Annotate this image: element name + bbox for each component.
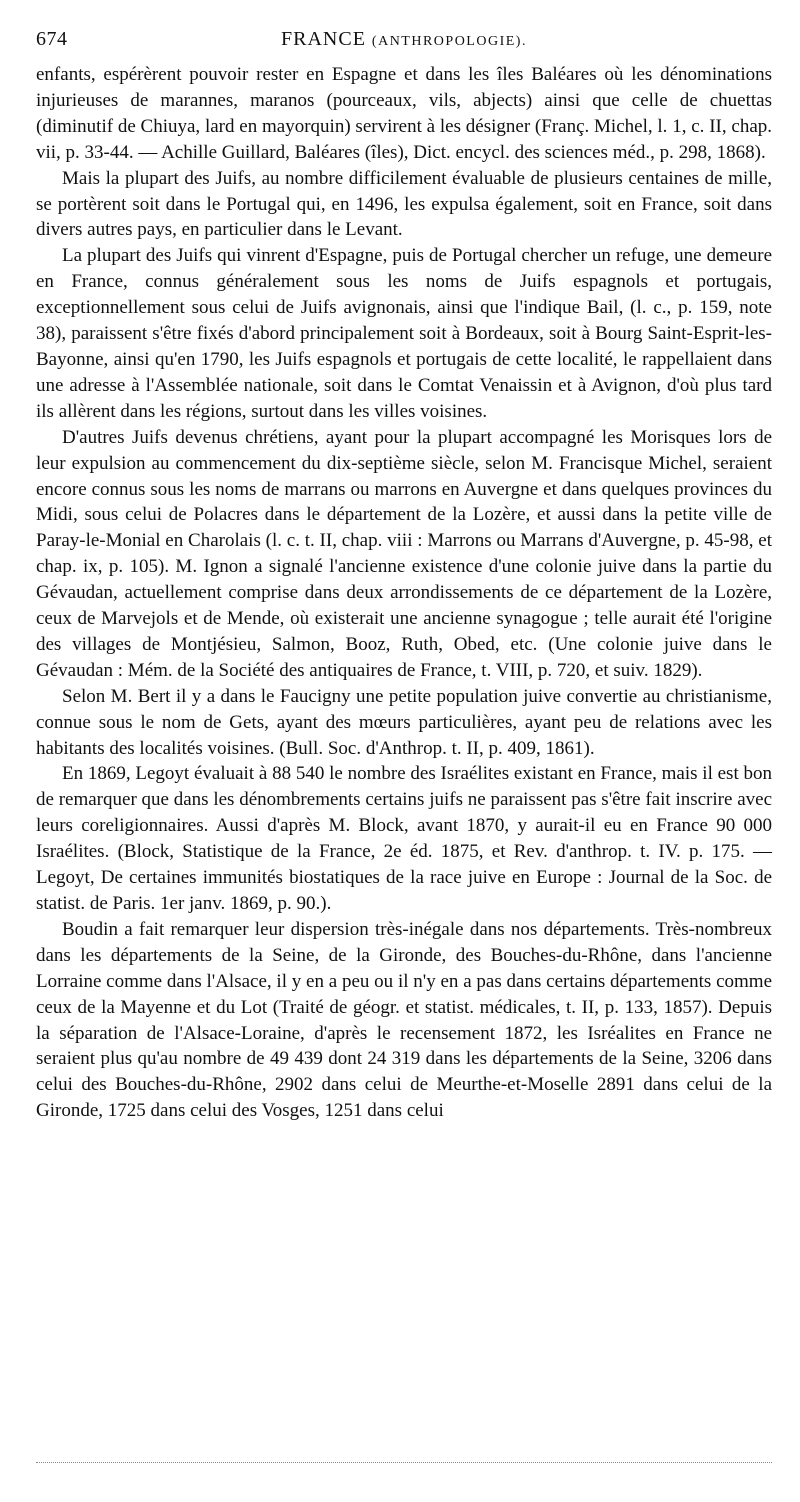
running-head <box>36 28 772 51</box>
page-number: 674 <box>36 28 68 50</box>
paragraph-5: Selon M. Bert il y a dans le Faucigny une petite population juive convertie au christianisme, connue sous le nom de Gets, ayant des mœurs particulières, ayant peu de relations avec les habitants des localités voisines. (Bull. Soc. d'Anthrop. t. II, p. 409, 1861). <box>36 685 772 759</box>
bottom-dotted-rule <box>36 1462 772 1463</box>
paragraph-4: D'autres Juifs devenus chrétiens, ayant pour la plupart accompagné les Morisques lors de leur expulsion au commencement du dix-septième siècle, selon M. Francisque Michel, seraient encore connus sous les noms de marrans ou marrons en Auvergne et dans quelques provinces du Midi, sous celui de Polacres dans le département de la Lozère, et aussi dans la petite ville de Paray-le-Monial en Charolais (l. c. t. II, chap. viii : Marrons ou Marrans d'Auvergne, p. 45-98, et chap. ix, p. 105). M. Ignon a signalé l'ancienne existence d'une colonie juive dans la partie du Gévaudan, actuellement comprise dans deux arrondissements de ce département de la Lozère, ceux de Marvejols et de Mende, où existerait une ancienne synagogue ; telle aurait été l'origine des villages de Montjésieu, Salmon, Booz, Ruth, Obed, etc. (Une colonie juive dans le Gévaudan : Mém. de la Société des antiquaires de France, t. VIII, p. 720, et suiv. 1829). <box>36 426 772 681</box>
paragraph-1: enfants, espérèrent pouvoir rester en Espagne et dans les îles Baléares où les dénominations injurieuses de marannes, maranos (pourceaux, vils, abjects) ainsi que celle de chuettas (diminutif de Chiuya, lard en mayorquin) servirent à les désigner (Franç. Michel, l. 1, c. II, chap. vii, p. 33-44. — Achille Guillard, Baléares (îles), Dict. encycl. des sciences méd., p. 298, 1868). <box>36 64 772 163</box>
body-text <box>36 62 772 1124</box>
paragraph-2: Mais la plupart des Juifs, au nombre difficilement évaluable de plusieurs centaines de mille, se portèrent soit dans le Portugal qui, en 1496, les expulsa également, soit en France, soit dans divers autres pays, en particulier dans le Levant. <box>36 167 772 241</box>
paragraph-6: En 1869, Legoyt évaluait à 88 540 le nombre des Israélites existant en France, mais il est bon de remarquer que dans les dénombrements certains juifs ne paraissent pas s'être fait inscrire avec leurs coreligionnaires. Aussi d'après M. Block, avant 1870, y aurait-il eu en France 90 000 Israélites. (Block, Statistique de la France, 2e éd. 1875, et Rev. d'anthrop. t. IV. p. 175. — Legoyt, De certaines immunités biostatiques de la race juive en Europe : Journal de la Soc. de statist. de Paris. 1er janv. 1869, p. 90.). <box>36 763 772 914</box>
paragraph-3: La plupart des Juifs qui vinrent d'Espagne, puis de Portugal chercher un refuge, une demeure en France, connus généralement sous les noms de Juifs espagnols et portugais, exceptionnellement sous celui de Juifs avignonais, ainsi que l'indique Bail, (l. c., p. 159, note 38), paraissent s'être fixés d'abord principalement soit à Bordeaux, soit à Bourg Saint-Esprit-les-Bayonne, ainsi qu'en 1790, les Juifs espagnols et portugais de cette localité, le rappellaient dans une adresse à l'Assemblée nationale, soit dans le Comtat Venaissin et à Avignon, d'où plus tard ils allèrent dans les régions, surtout dans les villes voisines. <box>36 245 772 422</box>
paragraph-7: Boudin a fait remarquer leur dispersion très-inégale dans nos départements. Très-nombreux dans les départements de la Seine, de la Gironde, des Bouches-du-Rhône, dans l'ancienne Lorraine comme dans l'Alsace, il y en a peu ou il n'y en a pas dans certains départements comme ceux de la Mayenne et du Lot (Traité de géogr. et statist. médicales, t. II, p. 133, 1857). Depuis la séparation de l'Alsace-Loraine, d'après le recensement 1872, les Isréalites en France ne seraient plus qu'au nombre de 49 439 dont 24 319 dans les départements de la Seine, 3206 dans celui des Bouches-du-Rhône, 2902 dans celui de Meurthe-et-Moselle 2891 dans celui de la Gironde, 1725 dans celui des Vosges, 1251 dans celui <box>36 918 772 1122</box>
page-header <box>36 28 772 58</box>
running-head-title: FRANCE <box>281 28 366 50</box>
running-head-subtitle: (ANTHROPOLOGIE). <box>371 34 527 49</box>
